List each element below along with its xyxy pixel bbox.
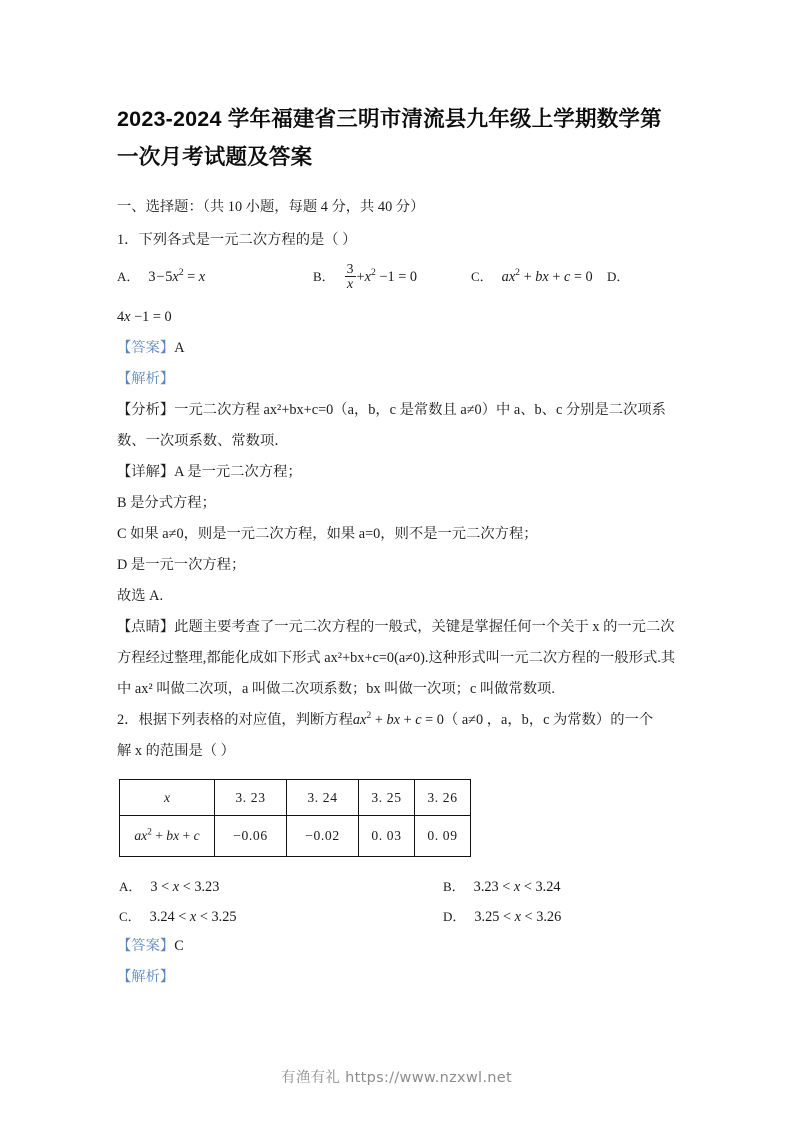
option-d-label: D． bbox=[443, 909, 466, 924]
option-b-math: 3.23 < x < 3.24 bbox=[473, 879, 561, 895]
section-heading: 一、选择题：（共 10 小题，每题 4 分，共 40 分） bbox=[117, 199, 425, 215]
table-cell-y-3: 0. 03 bbox=[359, 816, 415, 857]
question-2-answer bbox=[117, 931, 683, 962]
question-1-option-d-math-line bbox=[117, 302, 683, 333]
table-cell-x-1: 3. 23 bbox=[215, 780, 287, 816]
question-2-table-wrap bbox=[119, 779, 683, 857]
question-2-option-a[interactable] bbox=[119, 871, 219, 903]
page-footer bbox=[0, 1066, 793, 1087]
question-1-analysis-label bbox=[117, 364, 683, 395]
question-2-stem-line2: 解 x 的范围是（ ） bbox=[117, 743, 235, 759]
footer-brand: 有渔有礼 bbox=[281, 1070, 341, 1086]
question-1-xiangjie-line-4: D 是一元一次方程； bbox=[117, 557, 246, 573]
option-b-label: B． bbox=[313, 269, 335, 284]
analysis-label: 【解析】 bbox=[117, 969, 175, 985]
answer-value: C bbox=[174, 938, 184, 954]
answer-value: A bbox=[174, 340, 185, 356]
question-2-stem bbox=[117, 705, 683, 736]
table-row bbox=[120, 780, 471, 816]
table-cell-x-3: 3. 25 bbox=[359, 780, 415, 816]
option-d-math: 4x −1 = 0 bbox=[117, 309, 172, 325]
option-a-label: A． bbox=[119, 879, 142, 894]
option-a-math: $3-5x^2 = x$ bbox=[148, 267, 206, 285]
question-1-xiangjie-line-5: 故选 A. bbox=[117, 588, 164, 604]
values-table bbox=[119, 779, 471, 857]
question-1-options bbox=[117, 260, 683, 300]
question-1-answer bbox=[117, 333, 683, 364]
table-cell-y-4: 0. 09 bbox=[415, 816, 471, 857]
footer-url: https://www.nzxwl.net bbox=[345, 1070, 512, 1086]
table-row bbox=[120, 816, 471, 857]
question-1-xiangjie-line-1: 【详解】A 是一元二次方程； bbox=[117, 464, 302, 480]
table-cell-x-4: 3. 26 bbox=[415, 780, 471, 816]
table-cell-x-2: 3. 24 bbox=[287, 780, 359, 816]
option-b-math: $\frac{3}{x}$ $+x^2 -1 = 0$ bbox=[346, 260, 417, 292]
question-2-stem-text-1: 2．根据下列表格的对应值，判断方程 bbox=[117, 712, 353, 728]
question-1-option-a[interactable] bbox=[117, 260, 205, 294]
option-a-math: 3 < x < 3.23 bbox=[150, 879, 220, 895]
answer-label: 【答案】 bbox=[117, 340, 175, 356]
option-b-label: B． bbox=[443, 879, 465, 894]
question-1-dianjing: 【点睛】此题主要考查了一元二次方程的一般式，关键是掌握任何一个关于 x 的一元二次方程经过整理,都能化成如下形式 ax²+bx+c=0(a≠0).这种形式叫一元二次方程的一般形式.其中 ax² 叫做二次项，a 叫做二次项系数；bx 叫做一次项；c 叫做常数项. bbox=[117, 619, 676, 697]
table-cell-y-1: −0.06 bbox=[215, 816, 287, 857]
table-row1-header: x bbox=[120, 780, 215, 816]
question-2-option-c[interactable] bbox=[119, 901, 237, 933]
question-1-stem: 1．下列各式是一元二次方程的是（ ） bbox=[117, 232, 357, 248]
option-c-label: C． bbox=[471, 269, 493, 284]
question-2-analysis-label bbox=[117, 962, 683, 993]
question-2-stem-math: $ax^2$ + bx + c = 0 bbox=[352, 710, 444, 728]
question-1-xiangjie-line-2: B 是分式方程； bbox=[117, 495, 216, 511]
question-1-option-d-label-wrap[interactable] bbox=[607, 260, 638, 294]
option-d-label: D． bbox=[607, 269, 630, 284]
question-1-xiangjie-line-3: C 如果 a≠0，则是一元二次方程，如果 a=0，则不是一元二次方程； bbox=[117, 526, 538, 542]
question-2-option-d[interactable] bbox=[443, 901, 561, 933]
question-1-fenxi: 【分析】一元二次方程 ax²+bx+c=0（a，b，c 是常数且 a≠0）中 a、b、c 分别是二次项系数、一次项系数、常数项． bbox=[117, 402, 666, 449]
option-c-label: C． bbox=[119, 909, 141, 924]
option-c-math: $ax^2$ + bx + c = 0 bbox=[501, 267, 593, 285]
question-1-option-c[interactable] bbox=[471, 260, 593, 294]
answer-label: 【答案】 bbox=[117, 938, 175, 954]
question-1-option-b[interactable] bbox=[313, 260, 417, 294]
question-2-options-row-1 bbox=[117, 871, 683, 901]
option-c-math: 3.24 < x < 3.25 bbox=[149, 909, 237, 925]
question-2-option-b[interactable] bbox=[443, 871, 561, 903]
question-2-stem-text-2: （ a≠0 ，a，b，c 为常数）的一个 bbox=[443, 712, 654, 728]
analysis-label: 【解析】 bbox=[117, 371, 175, 387]
question-2-options-row-2 bbox=[117, 901, 683, 931]
table-row2-header: $ax^2$ + bx + c bbox=[120, 816, 215, 857]
table-cell-y-2: −0.02 bbox=[287, 816, 359, 857]
page-title: 2023-2024 学年福建省三明市清流县九年级上学期数学第一次月考试题及答案 bbox=[117, 107, 662, 169]
document-content bbox=[117, 100, 683, 993]
option-a-label: A． bbox=[117, 269, 140, 284]
option-d-math: 3.25 < x < 3.26 bbox=[474, 909, 562, 925]
